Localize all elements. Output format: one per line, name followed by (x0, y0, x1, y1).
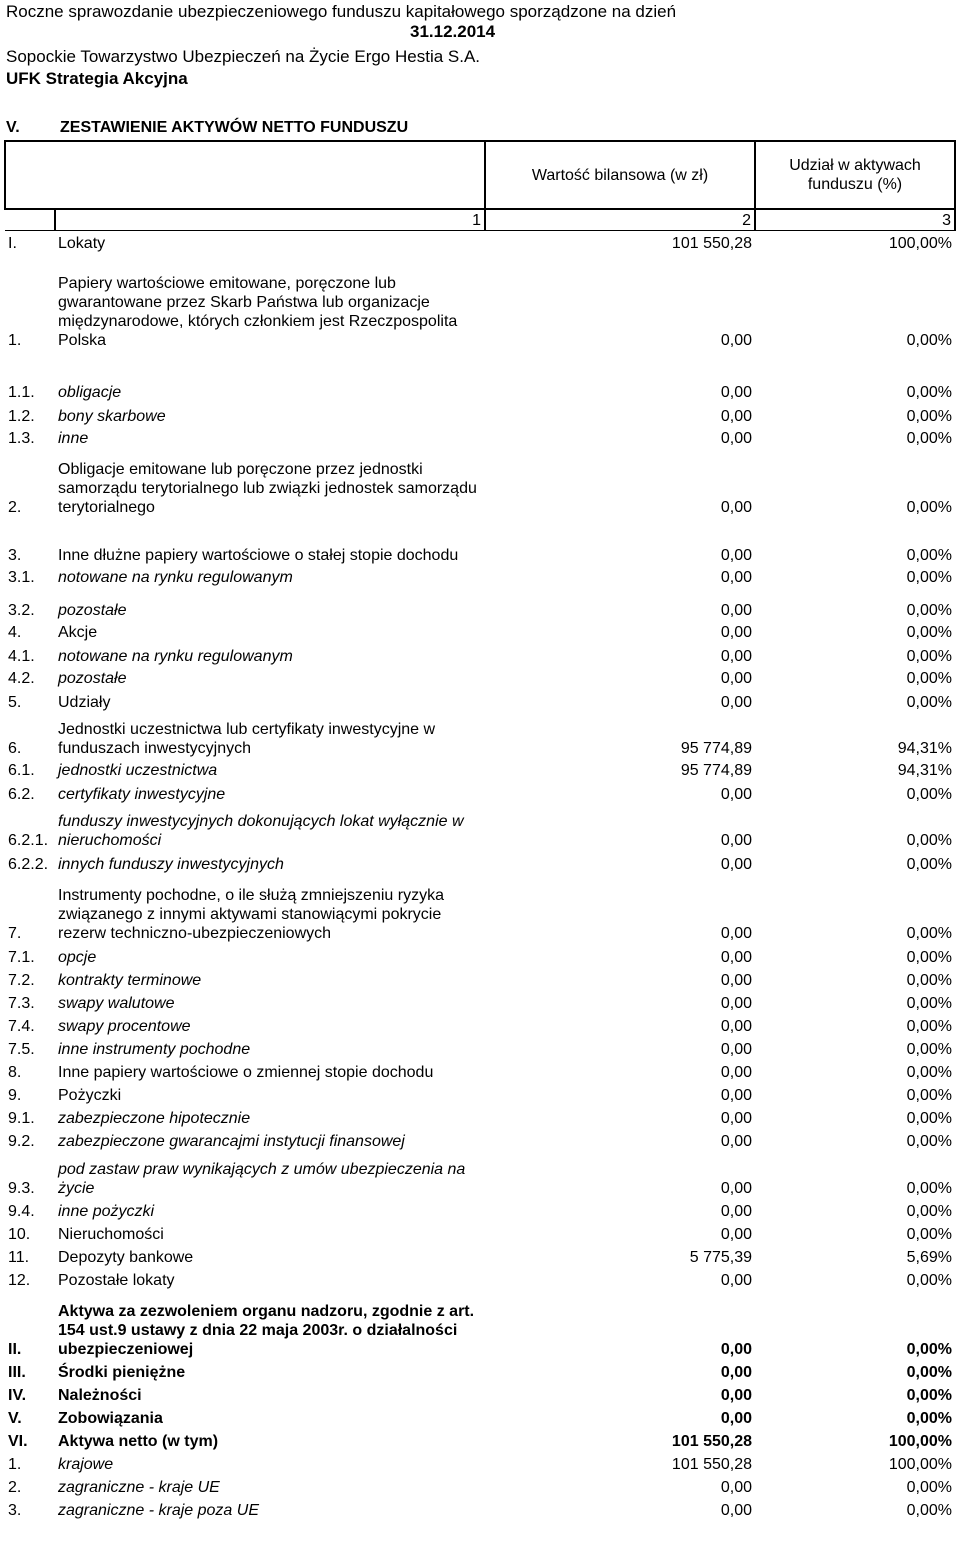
row-label: kontrakty terminowe (58, 971, 202, 989)
table-row (5, 712, 955, 758)
row-share: 94,31% (897, 761, 952, 779)
row-share: 0,00% (906, 1040, 952, 1058)
row-number: 7. (8, 924, 22, 942)
table-row (5, 1013, 955, 1036)
row-share: 100,00% (888, 1455, 952, 1473)
table-row (5, 1198, 955, 1221)
table-row (5, 402, 955, 426)
row-number: 9.2. (8, 1132, 35, 1150)
row-share: 0,00% (906, 1017, 952, 1035)
row-value: 0,00 (720, 1363, 752, 1381)
row-share: 0,00% (906, 383, 952, 401)
row-label: bony skarbowe (58, 407, 166, 425)
row-label: jednostki uczestnictwa (58, 761, 218, 779)
row-value: 0,00 (720, 1132, 752, 1150)
row-number: 2. (8, 498, 22, 516)
row-number: II. (8, 1340, 22, 1358)
table-row (5, 1105, 955, 1128)
row-share: 0,00% (906, 1202, 952, 1220)
row-number: 3. (8, 1501, 22, 1519)
row-label: Inne dłużne papiery wartościowe o stałej stopie dochodu (58, 546, 459, 564)
row-value: 0,00 (720, 331, 752, 349)
row-value: 0,00 (720, 1271, 752, 1289)
table-row (5, 517, 955, 565)
row-share: 0,00% (906, 1386, 952, 1404)
row-label: Papiery wartościowe emitowane, poręczone lub gwarantowane przez Skarb Państwa lub organizacje międzynarodowe, których członkiem jest Rzeczpospolita Polska (58, 274, 458, 349)
row-share: 0,00% (906, 568, 952, 586)
row-value: 0,00 (720, 568, 752, 586)
row-label: inne pożyczki (58, 1202, 155, 1220)
company-name: Sopockie Towarzystwo Ubezpieczeń na Życie Ergo Hestia S.A. (6, 47, 481, 66)
row-label: Należności (58, 1386, 142, 1404)
table-row (5, 1082, 955, 1105)
row-label: swapy walutowe (58, 994, 175, 1012)
row-label: innych funduszy inwestycyjnych (58, 855, 284, 873)
row-number: 8. (8, 1063, 22, 1081)
row-number: 6. (8, 739, 22, 757)
row-value: 0,00 (720, 1086, 752, 1104)
row-number: 7.2. (8, 971, 35, 989)
column-header-blank (5, 141, 485, 209)
table-row (5, 1267, 955, 1290)
column-number-1: 1 (55, 209, 485, 231)
table-row (5, 642, 955, 666)
row-label: Środki pieniężne (58, 1363, 186, 1381)
row-value: 0,00 (720, 948, 752, 966)
row-label: Inne papiery wartościowe o zmiennej stopie dochodu (58, 1063, 434, 1081)
row-label: Jednostki uczestnictwa lub certyfikaty inwestycyjne w funduszach inwestycyjnych (58, 720, 436, 757)
table-row (5, 620, 955, 642)
row-number: 6.2.2. (8, 855, 49, 873)
table-row (5, 1474, 955, 1497)
row-value: 101 550,28 (671, 1455, 752, 1473)
row-label: krajowe (58, 1455, 114, 1473)
table-row (5, 758, 955, 780)
row-value: 0,00 (720, 1501, 752, 1519)
row-value: 0,00 (720, 429, 752, 447)
column-number-3: 3 (755, 209, 955, 231)
row-number: 6.1. (8, 761, 35, 779)
row-share: 0,00% (906, 647, 952, 665)
row-label: certyfikaty inwestycyjne (58, 785, 226, 803)
row-label: zagraniczne - kraje poza UE (58, 1501, 259, 1519)
table-row (5, 1036, 955, 1059)
row-share: 0,00% (906, 1063, 952, 1081)
row-share: 0,00% (906, 1501, 952, 1519)
row-share: 0,00% (906, 669, 952, 687)
row-label: Aktywa netto (w tym) (58, 1432, 219, 1450)
row-number: 10. (8, 1225, 31, 1243)
row-share: 0,00% (906, 1086, 952, 1104)
row-value: 0,00 (720, 1040, 752, 1058)
row-label: Pozostałe lokaty (58, 1271, 175, 1289)
row-label: pozostałe (58, 601, 127, 619)
row-label: Nieruchomości (58, 1225, 164, 1243)
row-share: 0,00% (906, 546, 952, 564)
row-label: obligacje (58, 383, 122, 401)
row-value: 0,00 (720, 669, 752, 687)
column-header-value: Wartość bilansowa (w zł) (485, 141, 755, 209)
row-value: 0,00 (720, 1109, 752, 1127)
row-label: Akcje (58, 623, 98, 641)
row-value: 0,00 (720, 498, 752, 516)
column-header-row (5, 141, 955, 209)
table-row (5, 780, 955, 804)
row-label: pozostałe (58, 669, 127, 687)
row-number: VI. (8, 1432, 28, 1450)
section-number: V. (6, 119, 20, 136)
report-date: 31.12.2014 (410, 22, 496, 41)
row-value: 0,00 (720, 1340, 752, 1358)
row-label: Zobowiązania (58, 1409, 163, 1427)
table-row (5, 1059, 955, 1082)
row-value: 0,00 (720, 1478, 752, 1496)
row-number: 12. (8, 1271, 31, 1289)
row-share: 5,69% (906, 1248, 952, 1266)
table-row (5, 874, 955, 943)
row-number: 3.2. (8, 601, 35, 619)
table-row (5, 565, 955, 587)
row-number: 1. (8, 331, 22, 349)
section-title: ZESTAWIENIE AKTYWÓW NETTO FUNDUSZU (60, 119, 409, 136)
row-label: Depozyty bankowe (58, 1248, 194, 1266)
table-row (5, 688, 955, 712)
row-share: 100,00% (888, 1432, 952, 1450)
row-share: 100,00% (888, 234, 952, 252)
row-number: 7.3. (8, 994, 35, 1012)
table-row (5, 850, 955, 874)
row-number: 9. (8, 1086, 22, 1104)
table-row (5, 587, 955, 620)
row-value: 0,00 (720, 546, 752, 564)
row-number: 1.3. (8, 429, 35, 447)
row-label: pod zastaw praw wynikających z umów ubezpieczenia na życie (58, 1160, 466, 1197)
table-row (5, 1151, 955, 1198)
row-number: 9.4. (8, 1202, 35, 1220)
row-number: 3.1. (8, 568, 35, 586)
row-label: Aktywa za zezwoleniem organu nadzoru, zgodnie z art. 154 ust.9 ustawy z dnia 22 maja 2003r. o działalności ubezpieczeniowej (58, 1302, 475, 1358)
table-row (5, 1382, 955, 1405)
table-row (5, 448, 955, 517)
row-number: 11. (8, 1248, 30, 1266)
row-share: 0,00% (906, 855, 952, 873)
row-number: 1.1. (8, 383, 35, 401)
row-share: 0,00% (906, 601, 952, 619)
table-row (5, 1244, 955, 1267)
row-share: 0,00% (906, 1478, 952, 1496)
row-value: 0,00 (720, 1225, 752, 1243)
row-value: 0,00 (720, 1386, 752, 1404)
row-value: 0,00 (720, 1409, 752, 1427)
row-share: 0,00% (906, 1109, 952, 1127)
table-row (5, 253, 955, 350)
table-row (5, 350, 955, 402)
row-value: 5 775,39 (689, 1248, 752, 1266)
row-value: 0,00 (720, 601, 752, 619)
row-value: 0,00 (720, 924, 752, 942)
row-share: 0,00% (906, 971, 952, 989)
row-value: 0,00 (720, 647, 752, 665)
row-share: 0,00% (906, 994, 952, 1012)
row-number: 5. (8, 693, 22, 711)
fund-name: UFK Strategia Akcyjna (6, 69, 188, 88)
row-value: 0,00 (720, 1017, 752, 1035)
row-value: 0,00 (720, 1202, 752, 1220)
table-row (5, 1290, 955, 1359)
row-label: inne instrumenty pochodne (58, 1040, 251, 1058)
row-number: 6.2. (8, 785, 35, 803)
net-assets-table (4, 140, 956, 1520)
row-number: 7.1. (8, 948, 35, 966)
row-label: funduszy inwestycyjnych dokonujących lokat wyłącznie w nieruchomości (58, 812, 464, 849)
row-value: 0,00 (720, 407, 752, 425)
table-row (5, 1359, 955, 1382)
row-label: Instrumenty pochodne, o ile służą zmniejszeniu ryzyka związanego z innymi aktywami stanowiącymi pokrycie rezerw techniczno-ubezpieczeniowych (58, 886, 444, 942)
row-value: 0,00 (720, 383, 752, 401)
row-value: 101 550,28 (671, 1432, 752, 1450)
row-label: opcje (58, 948, 97, 966)
table-row (5, 990, 955, 1013)
row-share: 0,00% (906, 785, 952, 803)
row-value: 0,00 (720, 1179, 752, 1197)
row-number: 1.2. (8, 407, 35, 425)
row-share: 0,00% (906, 831, 952, 849)
row-value: 0,00 (720, 855, 752, 873)
row-number: 4. (8, 623, 22, 641)
row-label: notowane na rynku regulowanym (58, 647, 293, 665)
row-number: 9.3. (8, 1179, 35, 1197)
row-share: 0,00% (906, 1132, 952, 1150)
table-row (5, 1221, 955, 1244)
table-row (5, 1128, 955, 1151)
table-row (5, 804, 955, 850)
table-row (5, 1451, 955, 1474)
row-share: 0,00% (906, 693, 952, 711)
row-share: 0,00% (906, 623, 952, 641)
table-row (5, 967, 955, 990)
row-label: Udziały (58, 693, 111, 711)
row-number: 4.1. (8, 647, 35, 665)
row-share: 0,00% (906, 331, 952, 349)
row-share: 0,00% (906, 924, 952, 942)
row-share: 0,00% (906, 1409, 952, 1427)
row-label: Lokaty (58, 234, 106, 252)
row-share: 0,00% (906, 1225, 952, 1243)
row-value: 0,00 (720, 971, 752, 989)
row-number: I. (8, 234, 17, 252)
table-row (5, 666, 955, 688)
row-value: 0,00 (720, 994, 752, 1012)
row-number: 6.2.1. (8, 831, 49, 849)
row-number: IV. (8, 1386, 27, 1404)
row-value: 95 774,89 (680, 761, 752, 779)
row-share: 0,00% (906, 498, 952, 516)
row-share: 94,31% (897, 739, 952, 757)
row-label: Obligacje emitowane lub poręczone przez jednostki samorządu terytorialnego lub związki jednostek samorządu terytorialnego (58, 460, 477, 516)
row-label: swapy procentowe (58, 1017, 191, 1035)
row-label: zagraniczne - kraje UE (58, 1478, 220, 1496)
report-title: Roczne sprawozdanie ubezpieczeniowego funduszu kapitałowego sporządzone na dzień (6, 2, 677, 21)
row-label: notowane na rynku regulowanym (58, 568, 293, 586)
table-row (5, 1405, 955, 1428)
row-value: 0,00 (720, 1063, 752, 1081)
row-share: 0,00% (906, 948, 952, 966)
row-value: 0,00 (720, 623, 752, 641)
row-value: 0,00 (720, 785, 752, 803)
row-value: 0,00 (720, 693, 752, 711)
row-share: 0,00% (906, 407, 952, 425)
row-number: 7.4. (8, 1017, 35, 1035)
row-share: 0,00% (906, 1340, 952, 1358)
row-label: zabezpieczone hipotecznie (58, 1109, 251, 1127)
column-number-2: 2 (485, 209, 755, 231)
table-row (5, 1428, 955, 1451)
row-number: 3. (8, 546, 22, 564)
row-number: 1. (8, 1455, 22, 1473)
row-label: inne (58, 429, 89, 447)
table-row (5, 426, 955, 448)
table-row (5, 1497, 955, 1520)
row-number: 4.2. (8, 669, 35, 687)
row-share: 0,00% (906, 1271, 952, 1289)
column-header-share: Udział w aktywach funduszu (%) (755, 141, 955, 209)
table-row (5, 943, 955, 967)
column-number-row (5, 209, 955, 231)
row-number: 9.1. (8, 1109, 35, 1127)
row-value: 95 774,89 (680, 739, 752, 757)
row-value: 0,00 (720, 831, 752, 849)
row-label: zabezpieczone gwarancajmi instytucji finansowej (58, 1132, 405, 1150)
table-row (5, 231, 955, 253)
row-share: 0,00% (906, 1363, 952, 1381)
row-number: 7.5. (8, 1040, 35, 1058)
row-share: 0,00% (906, 1179, 952, 1197)
row-number: V. (8, 1409, 22, 1427)
row-value: 101 550,28 (671, 234, 752, 252)
row-number: III. (8, 1363, 26, 1381)
row-number: 2. (8, 1478, 22, 1496)
row-share: 0,00% (906, 429, 952, 447)
row-label: Pożyczki (58, 1086, 122, 1104)
